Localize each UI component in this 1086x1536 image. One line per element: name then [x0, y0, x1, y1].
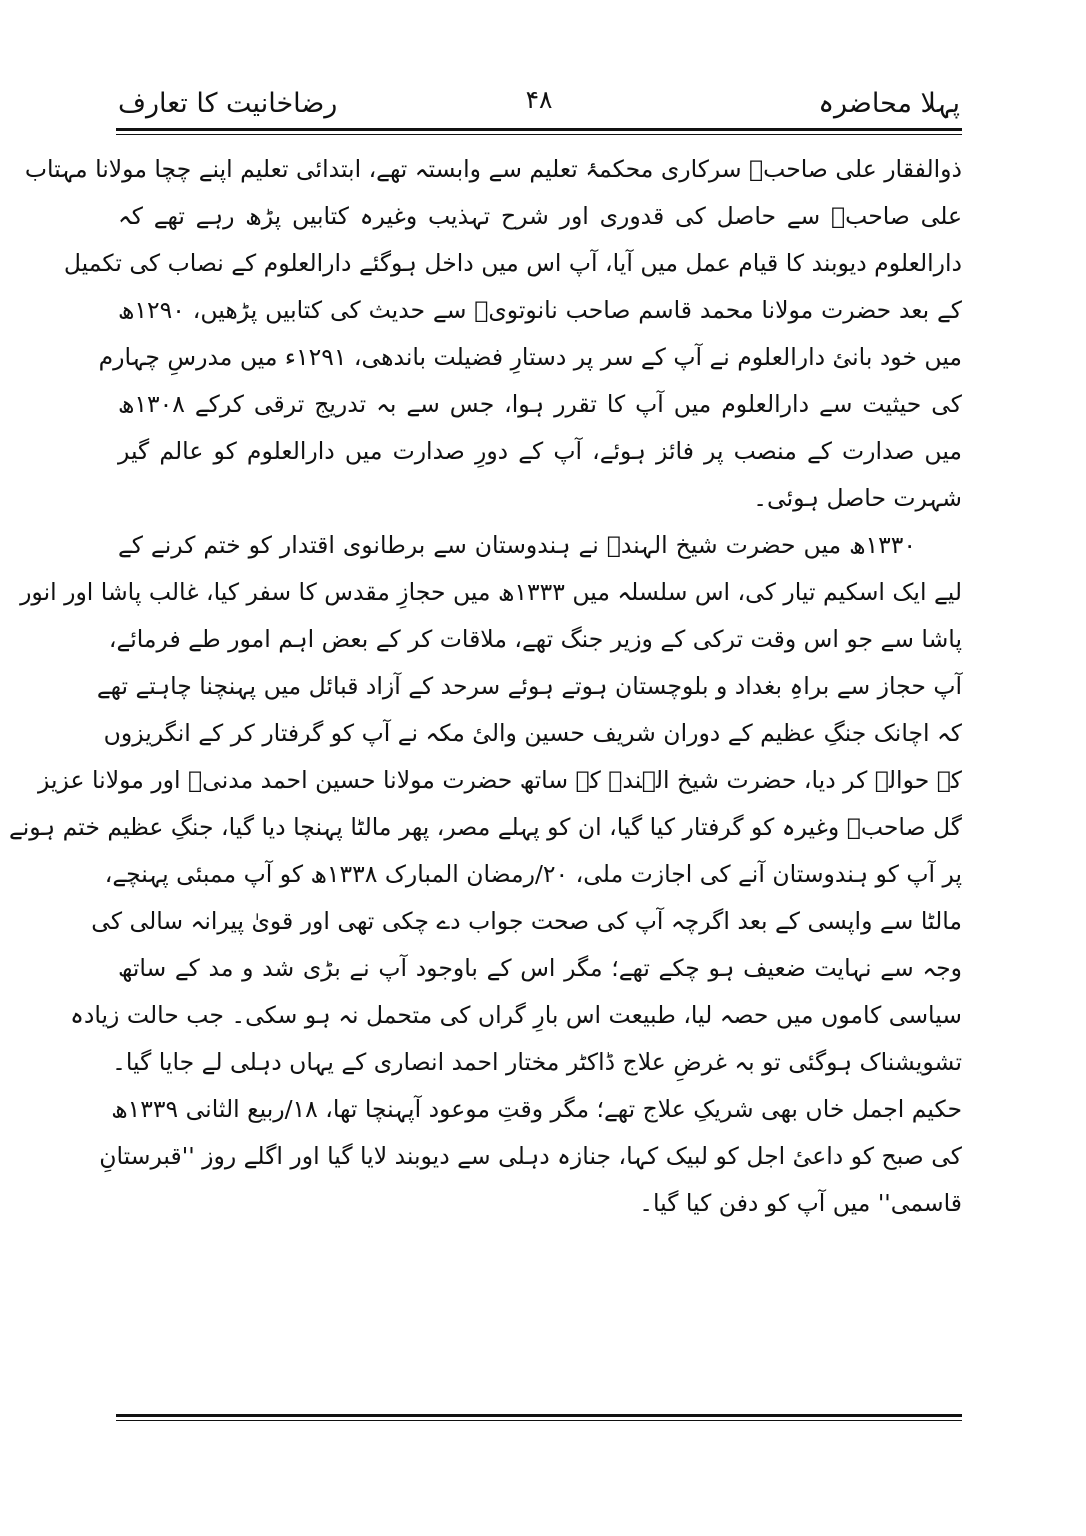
running-title: رضاخانیت کا تعارف	[118, 88, 338, 119]
text-line: گل صاحبؒ وغیرہ کو گرفتار کیا گیا، ان کو پہلے مصر، پھر مالٹا پہنچا دیا گیا، جنگِ عظیم ختم ہونے	[8, 813, 962, 841]
text-line: شہرت حاصل ہوئی۔	[753, 484, 962, 512]
chapter-title: پہلا محاضرہ	[818, 88, 960, 119]
text-line: حکیم اجمل خاں بھی شریکِ علاج تھے؛ مگر وقتِ موعود آپہنچا تھا، ۱۸/ربیع الثانی ۱۳۳۹ھ	[111, 1095, 962, 1123]
text-line: تشویشناک ہوگئی تو بہ غرضِ علاج ڈاکٹر مختار احمد انصاری کے یہاں دہلی لے جایا گیا۔	[112, 1048, 962, 1076]
text-line: ۱۳۳۰ھ میں حضرت شیخ الہندؒ نے ہندوستان سے برطانوی اقتدار کو ختم کرنے کے	[118, 531, 916, 559]
text-line: کے حوالے کر دیا، حضرت شیخ الہندؒ کے ساتھ حضرت مولانا حسین احمد مدنیؒ اور مولانا عزیز	[38, 766, 962, 794]
running-header	[118, 78, 960, 122]
footer-rule-thin	[116, 1420, 962, 1421]
text-line: وجہ سے نہایت ضعیف ہو چکے تھے؛ مگر اس کے باوجود آپ نے بڑی شد و مد کے ساتھ	[118, 954, 962, 982]
text-line: علی صاحبؒ سے حاصل کی قدوری اور شرح تہذیب وغیرہ کتابیں پڑھ رہے تھے کہ	[118, 202, 962, 230]
text-line: دارالعلوم دیوبند کا قیام عمل میں آیا، آپ اس میں داخل ہوگئے دارالعلوم کے نصاب کی تکمیل	[63, 249, 962, 277]
header-rule-thin	[116, 134, 962, 135]
text-line: لیے ایک اسکیم تیار کی، اس سلسلہ میں ۱۳۳۳ھ میں حجازِ مقدس کا سفر کیا، غالب پاشا اور انور	[20, 578, 962, 606]
text-line: آپ حجاز سے براہِ بغداد و بلوچستان ہوتے ہوئے سرحد کے آزاد قبائل میں پہنچنا چاہتے تھے	[96, 672, 962, 700]
text-line: پاشا سے جو اس وقت ترکی کے وزیر جنگ تھے، ملاقات کر کے بعض اہم امور طے فرمائے،	[108, 625, 962, 653]
text-line: ذوالفقار علی صاحبؒ سرکاری محکمۂ تعلیم سے وابستہ تھے، ابتدائی تعلیم اپنے چچا مولانا مہتاب	[24, 155, 962, 183]
body-text	[8, 146, 962, 1227]
text-line: قاسمی'' میں آپ کو دفن کیا گیا۔	[639, 1189, 962, 1217]
text-line: مالٹا سے واپسی کے بعد اگرچہ آپ کی صحت جواب دے چکی تھی اور قویٰ پیرانہ سالی کی	[91, 907, 962, 935]
text-line: سیاسی کاموں میں حصہ لیا، طبیعت اس بارِ گراں کی متحمل نہ ہو سکی۔ جب حالت زیادہ	[70, 1001, 962, 1029]
text-line: پر آپ کو ہندوستان آنے کی اجازت ملی، ۲۰/رمضان المبارک ۱۳۳۸ھ کو آپ ممبئی پہنچے،	[104, 860, 962, 888]
header-rule	[116, 128, 962, 131]
text-line: کی صبح کو داعیٔ اجل کو لبیک کہا، جنازہ دہلی سے دیوبند لایا گیا اور اگلے روز ''قبرستانِ	[99, 1142, 962, 1170]
text-line: میں صدارت کے منصب پر فائز ہوئے، آپ کے دورِ صدارت میں دارالعلوم کو عالم گیر	[118, 437, 962, 465]
text-line: میں خود بانئ دارالعلوم نے آپ کے سر پر دستارِ فضیلت باندھی، ۱۲۹۱ء میں مدرسِ چہارم	[98, 343, 962, 371]
text-line: کی حیثیت سے دارالعلوم میں آپ کا تقرر ہوا، جس سے بہ تدریج ترقی کرکے ۱۳۰۸ھ	[118, 390, 962, 418]
text-line: کہ اچانک جنگِ عظیم کے دوران شریف حسین والیٔ مکہ نے آپ کو گرفتار کر کے انگریزوں	[103, 719, 962, 747]
footer-rule	[116, 1414, 962, 1417]
text-line: کے بعد حضرت مولانا محمد قاسم صاحب نانوتویؒ سے حدیث کی کتابیں پڑھیں، ۱۲۹۰ھ	[118, 296, 962, 324]
page-number: ۴۸	[525, 85, 553, 114]
